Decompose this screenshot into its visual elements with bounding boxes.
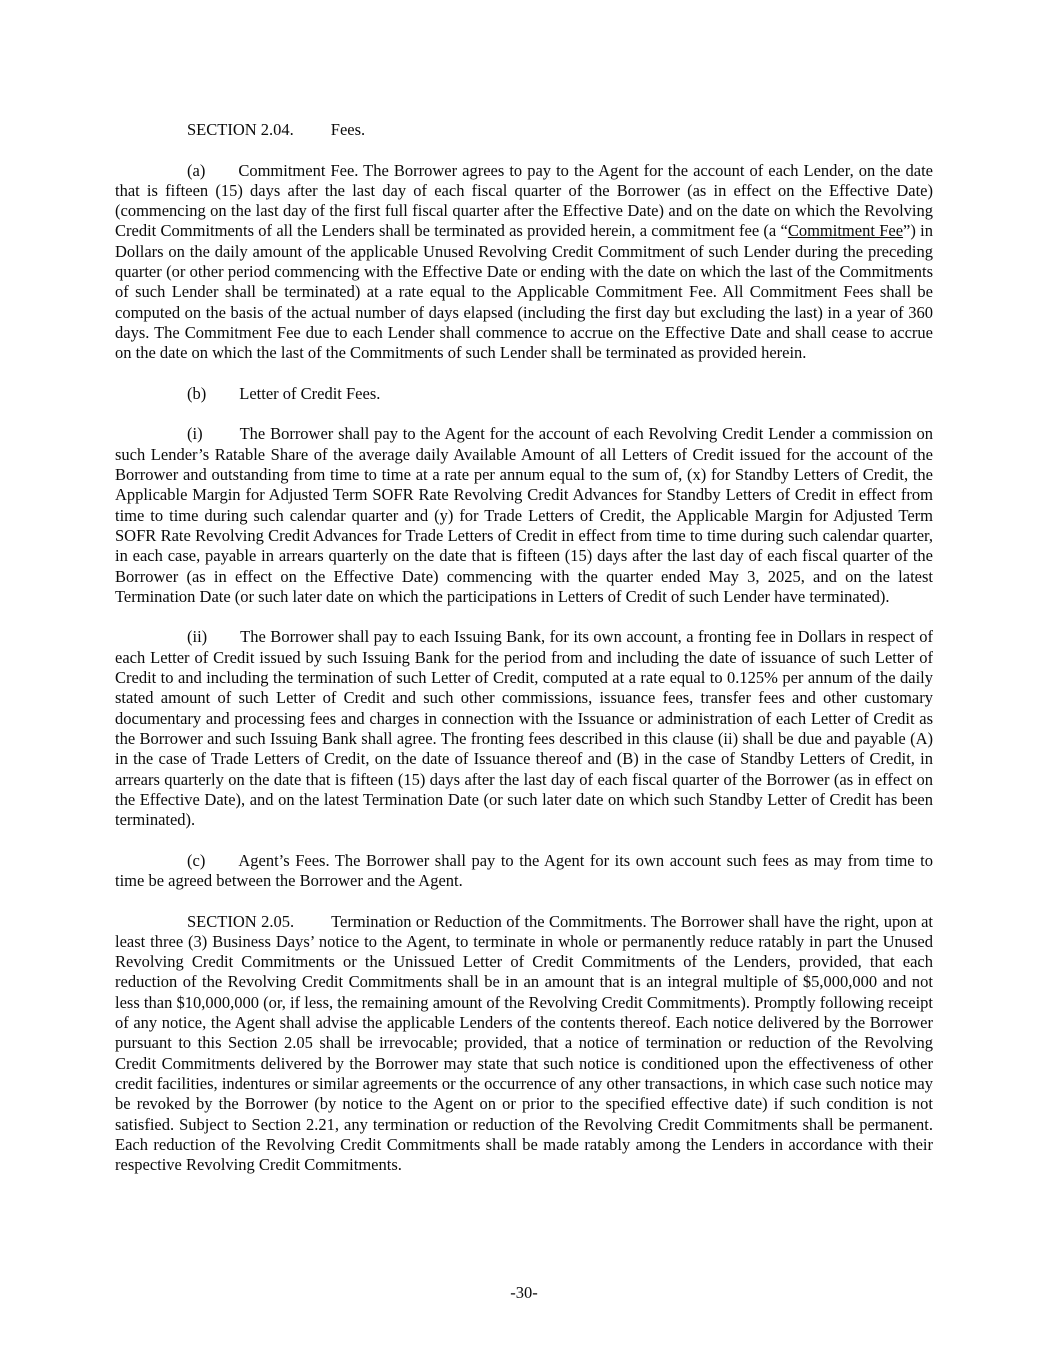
paragraph-b-marker: (b) (187, 383, 207, 403)
paragraph-c-text: Agent’s Fees. The Borrower shall pay to the Agent for its own account such fees as may from time to time be agreed between the Borrower and the Agent. (115, 850, 933, 890)
paragraph-c-marker: (c) (187, 850, 206, 870)
paragraph-b-i-text: The Borrower shall pay to the Agent for the account of each Revolving Credit Lender a commission on such Lender’s Ratable Share of the average daily Available Amount of all Letters of Credit issued for the account of the Borrower and outstanding from time to time at a rate per annum equal to the sum of, (x) for Standby Letters of Credit, the Applicable Margin for Adjusted Term SOFR Rate Revolving Credit Advances for Standby Letters of Credit in effect from time to time during such calendar quarter and (y) for Trade Letters of Credit, the Applicable Margin for Adjusted Term SOFR Rate Revolving Credit Advances for Trade Letters of Credit in effect from time to time during such calendar quarter, in each case, payable in arrears quarterly on the date that is fifteen (15) days after the last day of each fiscal quarter of the Borrower (as in effect on the Effective Date) commencing with the quarter ended May 3, 2025, and on the latest Termination Date (or such later date on which the participations in Letters of Credit of such Lender have terminated). (115, 424, 933, 606)
paragraph-b-ii-fronting-fee (115, 627, 933, 830)
section-2-04-heading (115, 120, 933, 140)
section-2-04-title: Fees. (330, 120, 366, 139)
paragraph-b-i-marker: (i) (187, 424, 203, 444)
paragraph-b-letter-of-credit-fees-heading (115, 384, 933, 404)
defined-term-commitment-fee: Commitment Fee (787, 221, 904, 241)
paragraph-b-i-commission (115, 424, 933, 607)
section-2-05-label: SECTION 2.05. (187, 911, 295, 931)
paragraph-a-commitment-fee (115, 161, 933, 364)
paragraph-b-title: Letter of Credit Fees. (239, 383, 381, 403)
paragraph-a-text-after: ”) in Dollars on the daily amount of the applicable Unused Revolving Credit Commitment of such Lender during the preceding quarter (or other period commencing with the Effective Date or ending with the date on which the last of the Commitments of such Lender shall be terminated) at a rate equal to the Applicable Commitment Fee. All Commitment Fees shall be computed on the basis of the actual number of days elapsed (including the first day but excluding the last) in a year of 360 days. The Commitment Fee due to each Lender shall commence to accrue on the Effective Date and shall cease to accrue on the date on which the last of the Commitments of such Lender shall be terminated as provided herein. (115, 221, 933, 363)
section-2-05-termination-or-reduction (115, 912, 933, 1176)
paragraph-b-ii-marker: (ii) (187, 627, 208, 647)
section-2-05-text: Termination or Reduction of the Commitments. The Borrower shall have the right, upon at least three (3) Business Days’ notice to the Agent, to terminate in whole or permanently reduce ratably in part the Unused Revolving Credit Commitments or the Unissued Letter of Credit Commitments of the Lenders, provided, that each reduction of the Revolving Credit Commitments shall be in an amount that is an integral multiple of $5,000,000 and not less than $10,000,000 (or, if less, the remaining amount of the Revolving Credit Commitments). Promptly following receipt of any notice, the Agent shall advise the applicable Lenders of the contents thereof. Each notice delivered by the Borrower pursuant to this Section 2.05 shall be irrevocable; provided, that a notice of termination or reduction of the Revolving Credit Commitments delivered by the Borrower may state that such notice is conditioned upon the effectiveness of other credit facilities, indentures or similar agreements or the occurrence of any other transactions, in which case such notice may be revoked by the Borrower (by notice to the Agent on or prior to the specified effective date) if such condition is not satisfied. Subject to Section 2.21, any termination or reduction of the Revolving Credit Commitments shall be permanent. Each reduction of the Revolving Credit Commitments shall be made ratably among the Lenders in accordance with their respective Revolving Credit Commitments. (115, 911, 934, 1175)
document-body (115, 120, 933, 1196)
paragraph-a-text-before: Commitment Fee. The Borrower agrees to pay to the Agent for the account of each Lender, on the date that is fifteen (15) days after the last day of each fiscal quarter of the Borrower (as in effect on the Effective Date) (commencing on the last day of the first full fiscal quarter after the Effective Date) and on the date on which the Revolving Credit Commitments of all the Lenders shall be terminated as provided herein, a commitment fee (a “ (115, 160, 933, 241)
paragraph-a-marker: (a) (187, 160, 206, 180)
paragraph-b-ii-text: The Borrower shall pay to each Issuing Bank, for its own account, a fronting fee in Dollars in respect of each Letter of Credit issued by such Issuing Bank for the period from and including the date of issuance of such Letter of Credit to and including the termination of such Letter of Credit, computed at a rate equal to 0.125% per annum of the daily stated amount of such Letter of Credit and such other commissions, issuance fees, transfer fees and other customary documentary and processing fees and charges in connection with the Issuance or administration of each Letter of Credit as the Borrower and such Issuing Bank shall agree. The fronting fees described in this clause (ii) shall be due and payable (A) in the case of Trade Letters of Credit, on the date of Issuance thereof and (B) in the case of Standby Letters of Credit, in arrears quarterly on the date that is fifteen (15) days after the last day of each fiscal quarter of the Borrower (as in effect on the Effective Date), and on the latest Termination Date (or such later date on which such Standby Letter of Credit has been terminated). (115, 627, 933, 830)
paragraph-c-agents-fees (115, 851, 933, 892)
page-number: -30- (510, 1283, 538, 1302)
section-2-04-label: SECTION 2.04. (187, 120, 294, 139)
